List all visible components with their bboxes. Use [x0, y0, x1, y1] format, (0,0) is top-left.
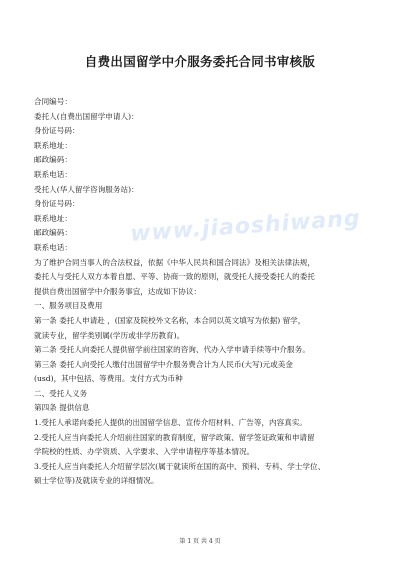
- clause-line: 3.受托人应当向委托人介绍留学层次(属于就读所在国的高中、预科、专科、学士学位、: [34, 461, 326, 471]
- agent-postcode-line: 邮政编码：: [34, 228, 72, 238]
- clause-line: 学院校的性质、办学资质、入学要求、入学申请程序等基本情况。: [34, 447, 255, 457]
- agent-phone-line: 联系电话：: [34, 242, 72, 252]
- agent-line: 受托人(华人留学咨询服务站)：: [34, 184, 139, 194]
- clause-line: 第三条 委托人向受托人缴付出国留学中介服务费合计为人民币(大写)元或美金: [34, 359, 293, 369]
- clause-line: 1.受托人承诺向委托人提供的出国留学信息、宣传介绍材料、广告等，内容真实。: [34, 418, 308, 428]
- client-address-line: 联系地址：: [34, 140, 72, 150]
- clause-line: 第二条 受托人向委托人提供留学前往国家的咨询、代办入学申请手续等中介服务。: [34, 345, 310, 355]
- document-body: [34, 95, 370, 489]
- watermark-logo: www.jiaoshiwang: [129, 205, 362, 248]
- agent-id-line: 身份证号码：: [34, 199, 80, 209]
- client-postcode-line: 邮政编码：: [34, 155, 72, 165]
- preamble-line: 提供自费出国留学中介服务事宜，达成如下协议：: [34, 286, 202, 296]
- clause-line: 第一条 委托人申请赴 ，(国家及院校外文名称，本合同以英文填写为依据) 留学，: [34, 315, 306, 325]
- document-title: 自费出国留学中介服务委托合同书审核版: [84, 54, 316, 69]
- section-heading: 二、受托人义务: [34, 388, 88, 398]
- client-phone-line: 联系电话：: [34, 169, 72, 179]
- clause-line: (usd)，其中包括、等费用。支付方式为币种: [34, 374, 183, 384]
- contract-number-line: 合同编号：: [34, 97, 72, 106]
- client-id-line: 身份证号码：: [34, 126, 80, 136]
- agent-address-line: 联系地址：: [34, 213, 72, 223]
- preamble-line: 委托人与受托人双方本着自愿、平等、协商一致的原则，就受托人接受委托人的委托: [34, 272, 315, 282]
- clause-line: 硕士学位等)及就读专业的详细情况。: [34, 476, 159, 486]
- page-footer: 第 1 页 共 4 页: [179, 538, 221, 545]
- clause-line: 就读专业，留学类别属(学历或非学历教育)。: [34, 330, 185, 340]
- clause-heading: 第四条 提供信息: [34, 403, 90, 413]
- section-heading: 一、服务项目及费用: [34, 301, 103, 311]
- client-line: 委托人(自费出国留学申请人)：: [34, 111, 139, 121]
- clause-line: 2.受托人应当向委托人介绍前往国家的教育制度，留学政策、留学签证政策和申请留: [34, 432, 315, 442]
- preamble-line: 为了维护合同当事人的合法权益，依据《中华人民共和国合同法》及相关法律法规，: [34, 257, 315, 267]
